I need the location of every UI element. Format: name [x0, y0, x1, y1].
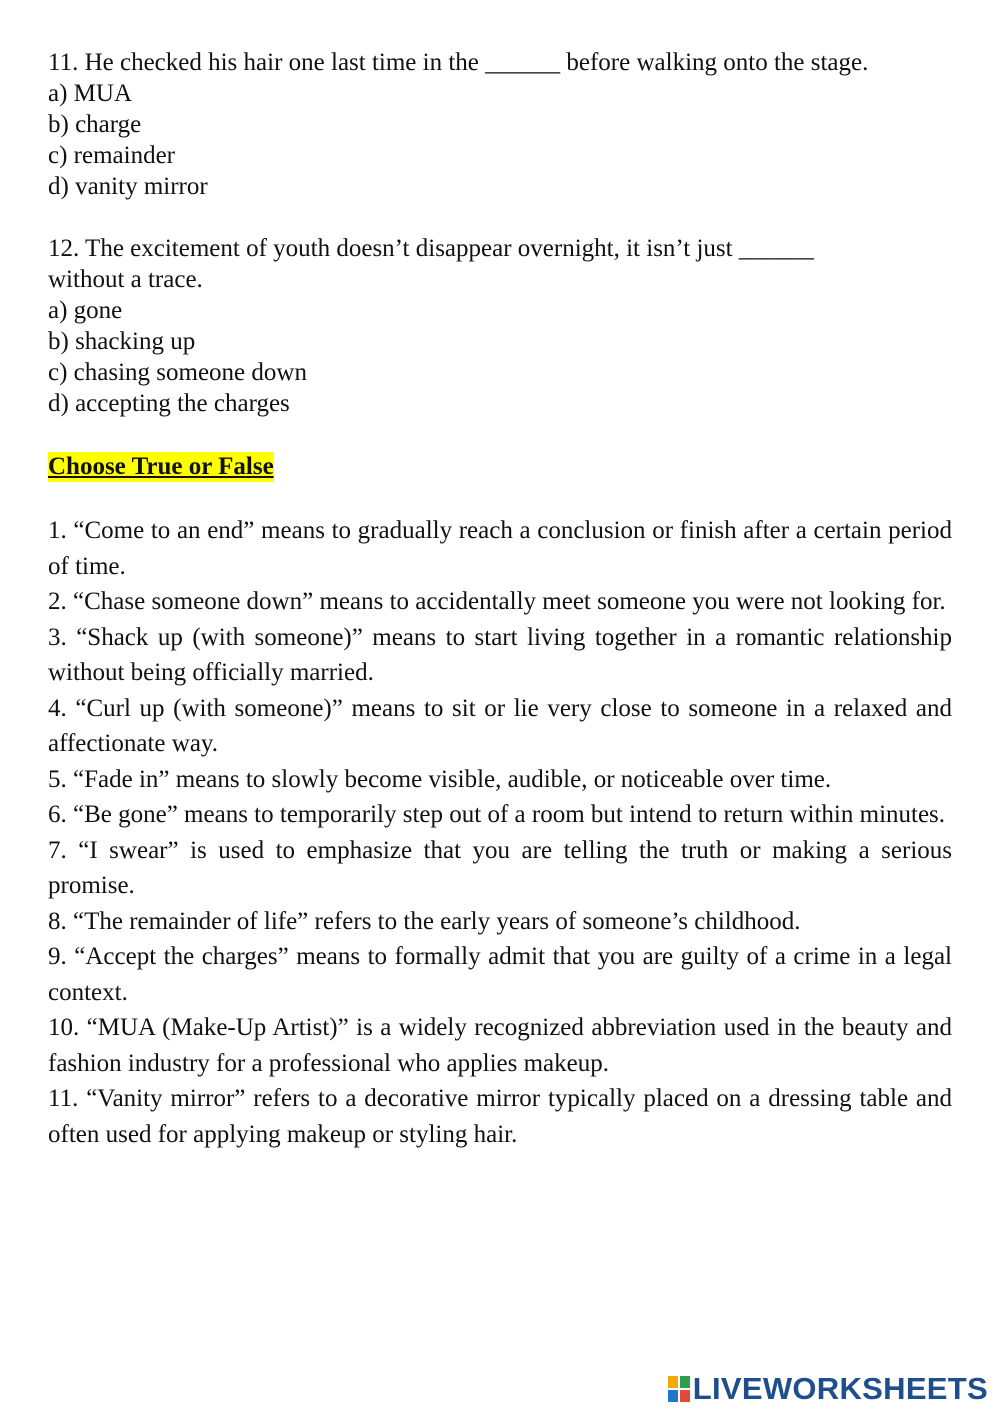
question-12: [48, 233, 952, 419]
option-a: a) gone: [48, 297, 123, 324]
statement-item: 3. “Shack up (with someone)” means to start living together in a romantic relationship without being officially married.: [48, 623, 952, 686]
true-false-list: [48, 513, 952, 1152]
question-stem: 11. He checked his hair one last time in the ______ before walking onto the stage.: [48, 49, 869, 76]
question-11: [48, 47, 952, 202]
statement-item: 10. “MUA (Make-Up Artist)” is a widely recognized abbreviation used in the beauty and fashion industry for a professional who applies makeup.: [48, 1014, 952, 1077]
question-stem: 12. The excitement of youth doesn’t disappear overnight, it isn’t just ______ without a trace.: [48, 235, 814, 293]
liveworksheets-logo: [668, 1372, 988, 1406]
liveworksheets-logo-icon: [668, 1376, 690, 1402]
statement-item: 11. “Vanity mirror” refers to a decorative mirror typically placed on a dressing table and often used for applying makeup or styling hair.: [48, 1085, 952, 1148]
statement-item: 1. “Come to an end” means to gradually reach a conclusion or finish after a certain period of time.: [48, 517, 952, 580]
section-title: Choose True or False: [48, 453, 274, 480]
option-b: b) charge: [48, 111, 142, 138]
option-d: d) accepting the charges: [48, 390, 290, 417]
option-b: b) shacking up: [48, 328, 196, 355]
statement-item: 4. “Curl up (with someone)” means to sit or lie very close to someone in a relaxed and affectionate way.: [48, 694, 952, 757]
statement-item: 6. “Be gone” means to temporarily step out of a room but intend to return within minutes.: [48, 801, 946, 828]
worksheet-page: [48, 47, 952, 1152]
statement-item: 7. “I swear” is used to emphasize that you are telling the truth or making a serious promise.: [48, 836, 952, 899]
statement-item: 5. “Fade in” means to slowly become visible, audible, or noticeable over time.: [48, 765, 832, 793]
option-a: a) MUA: [48, 80, 133, 107]
option-d: d) vanity mirror: [48, 173, 208, 200]
statement-item: 8. “The remainder of life” refers to the early years of someone’s childhood.: [48, 907, 801, 935]
statement-item: 2. “Chase someone down” means to accidentally meet someone you were not looking for.: [48, 588, 946, 615]
statement-item: 9. “Accept the charges” means to formally admit that you are guilty of a crime in a legal context.: [48, 943, 952, 1006]
option-c: c) remainder: [48, 142, 176, 169]
option-c: c) chasing someone down: [48, 359, 307, 386]
logo-text: LIVEWORKSHEETS: [692, 1371, 988, 1406]
